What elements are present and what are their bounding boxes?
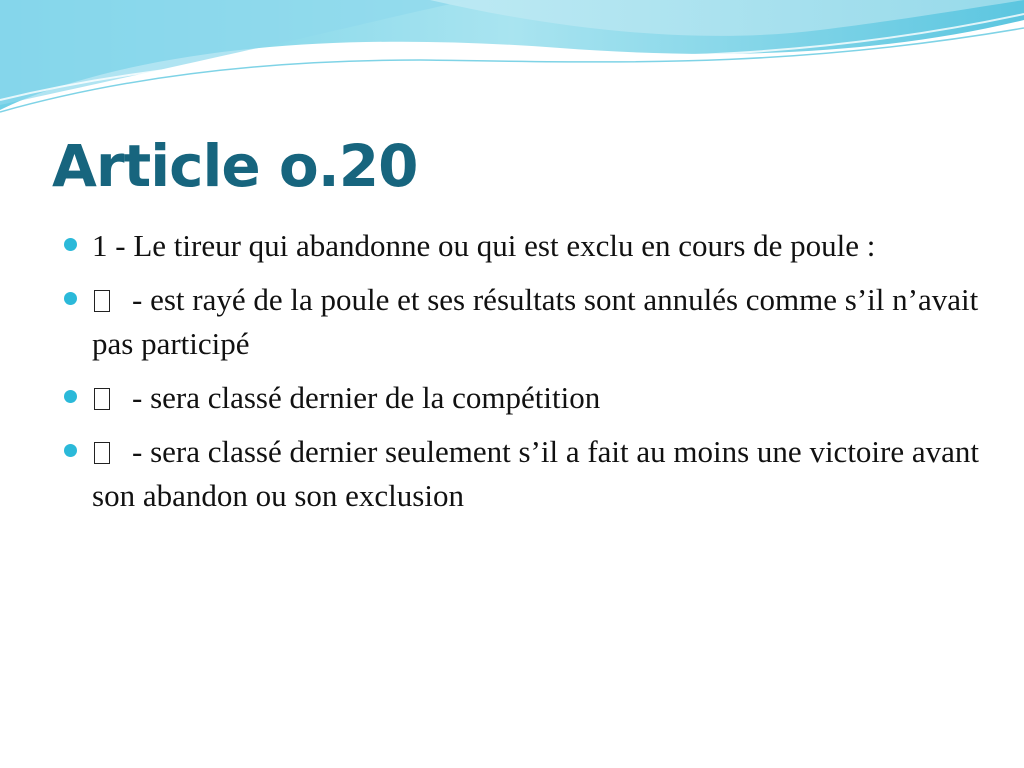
list-item: [62, 376, 982, 420]
bullet-text: - sera classé dernier de la compétition: [132, 380, 601, 415]
wave-decoration: [0, 0, 1024, 130]
bullet-dot-icon: [64, 390, 77, 403]
bullet-text: - sera classé dernier seulement s’il a fait au moins une victoire avant son abandon ou son exclusion: [92, 434, 980, 513]
list-item: [62, 278, 982, 366]
bullet-dot-icon: [64, 444, 77, 457]
bullet-dot-icon: [64, 238, 77, 251]
missing-glyph-box-icon: [94, 290, 110, 312]
bullet-dot-icon: [64, 292, 77, 305]
missing-glyph-box-icon: [94, 442, 110, 464]
bullet-list: [62, 224, 982, 528]
list-item: [62, 430, 982, 518]
bullet-text: - est rayé de la poule et ses résultats sont annulés comme s’il n’avait pas participé: [92, 282, 979, 361]
missing-glyph-box-icon: [94, 388, 110, 410]
list-item: [62, 224, 982, 268]
slide-title: Article o.20: [52, 132, 418, 200]
bullet-text: 1 - Le tireur qui abandonne ou qui est exclu en cours de poule :: [92, 228, 876, 263]
